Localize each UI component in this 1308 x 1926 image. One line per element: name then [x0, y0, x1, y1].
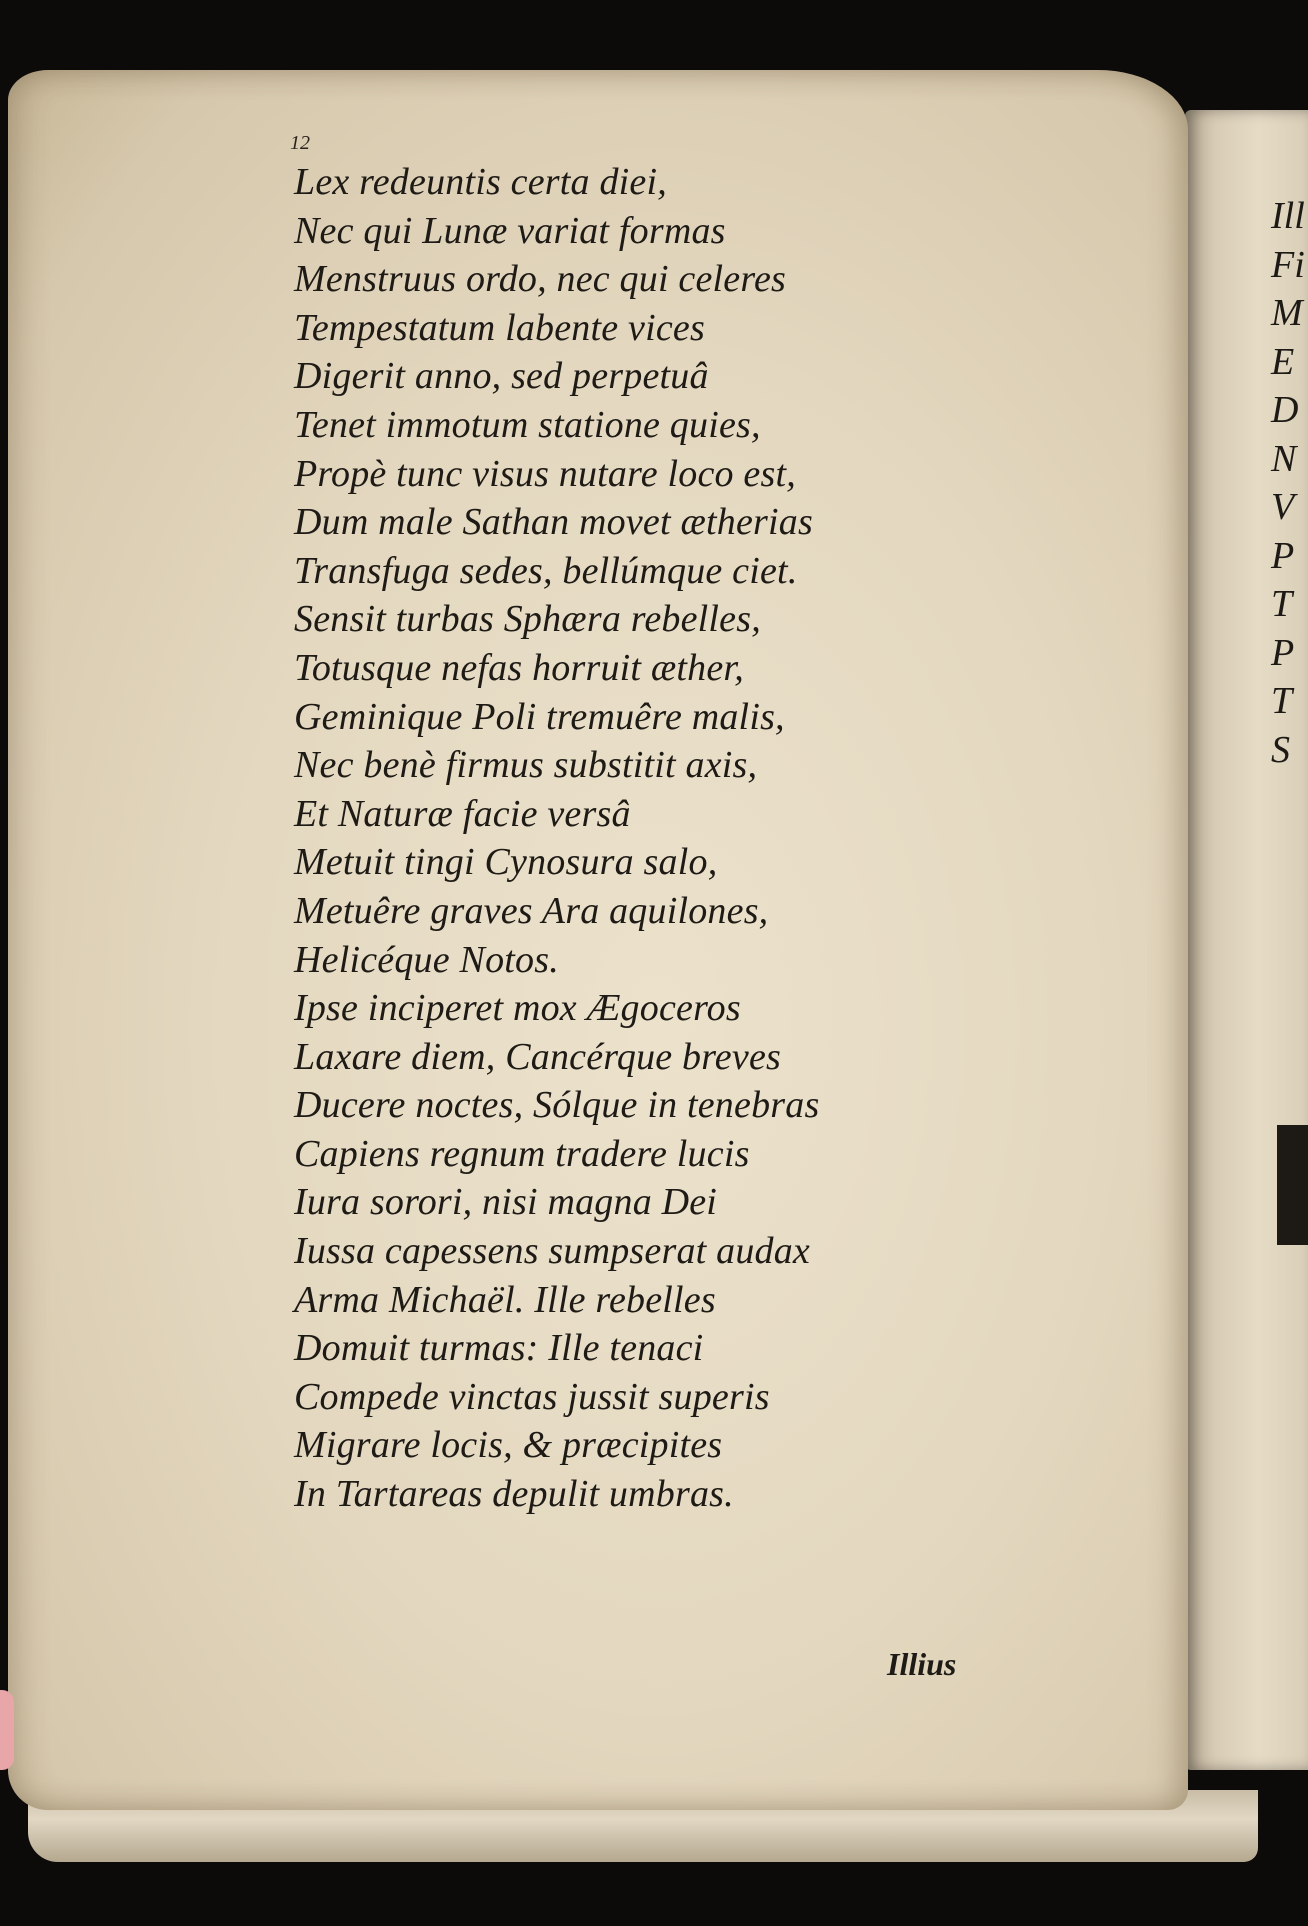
line-initial: E — [1271, 340, 1295, 383]
verse-line: Domuit turmas: Ille tenaci — [294, 1327, 704, 1370]
verse-line: Propè tunc visus nutare loco est, — [294, 452, 796, 495]
verse-line: Tempestatum labente vices — [294, 306, 705, 349]
next-page-edge — [1185, 110, 1308, 1770]
verse-line: Geminique Poli tremuêre malis, — [294, 695, 785, 738]
drop-capital-fragment — [1277, 1125, 1308, 1245]
verse-line: Capiens regnum tradere lucis — [294, 1132, 750, 1175]
poem-verses — [294, 158, 819, 1519]
line-initial: Ill — [1271, 195, 1305, 237]
verse-line: Iura sorori, nisi magna Dei — [294, 1181, 718, 1224]
line-initial: Fi — [1271, 243, 1305, 286]
line-initial: V — [1271, 486, 1295, 528]
finger-tip — [0, 1690, 14, 1770]
line-initial: P — [1271, 534, 1295, 577]
verse-line: Migrare locis, & præcipites — [294, 1424, 723, 1467]
verse-line: Arma Michaël. Ille rebelles — [294, 1278, 716, 1321]
catchword: Illius — [887, 1646, 957, 1682]
verse-line: Ducere noctes, Sólque in tenebras — [294, 1084, 820, 1127]
line-initial: T — [1271, 680, 1293, 722]
line-initial: M — [1271, 292, 1303, 334]
line-initial: N — [1271, 437, 1297, 480]
line-initial: D — [1271, 389, 1299, 431]
line-initial: S — [1271, 728, 1290, 771]
verse-line: Transfuga sedes, bellúmque ciet. — [294, 549, 798, 592]
verse-line: Menstruus ordo, nec qui celeres — [294, 258, 786, 301]
verse-line: Helicéque Notos. — [294, 938, 559, 981]
page-number: 12 — [290, 132, 310, 154]
next-page-line-initials — [1271, 192, 1305, 774]
verse-line: Digerit anno, sed perpetuâ — [294, 355, 709, 398]
verse-line: Dum male Sathan movet ætherias — [294, 501, 813, 544]
verse-line: Totusque nefas horruit æther, — [294, 646, 744, 689]
verse-line: Nec qui Lunæ variat formas — [294, 209, 726, 252]
verse-line: Iussa capessens sumpserat audax — [294, 1230, 810, 1273]
verse-line: Metuit tingi Cynosura salo, — [294, 841, 718, 884]
verse-line: In Tartareas depulit umbras. — [294, 1473, 734, 1516]
verse-line: Compede vinctas jussit superis — [294, 1375, 770, 1418]
verse-line: Nec benè firmus substitit axis, — [294, 744, 758, 787]
verse-line: Sensit turbas Sphæra rebelles, — [294, 598, 761, 641]
verse-line: Lex redeuntis certa diei, — [294, 161, 667, 203]
verse-line: Laxare diem, Cancérque breves — [294, 1035, 781, 1078]
line-initial: P — [1271, 631, 1295, 674]
line-initial: T — [1271, 583, 1293, 625]
verse-line: Ipse inciperet mox Ægoceros — [294, 987, 741, 1030]
verse-line: Et Naturæ facie versâ — [294, 792, 631, 835]
verse-line: Metuêre graves Ara aquilones, — [294, 889, 769, 932]
verse-line: Tenet immotum statione quies, — [294, 403, 761, 446]
